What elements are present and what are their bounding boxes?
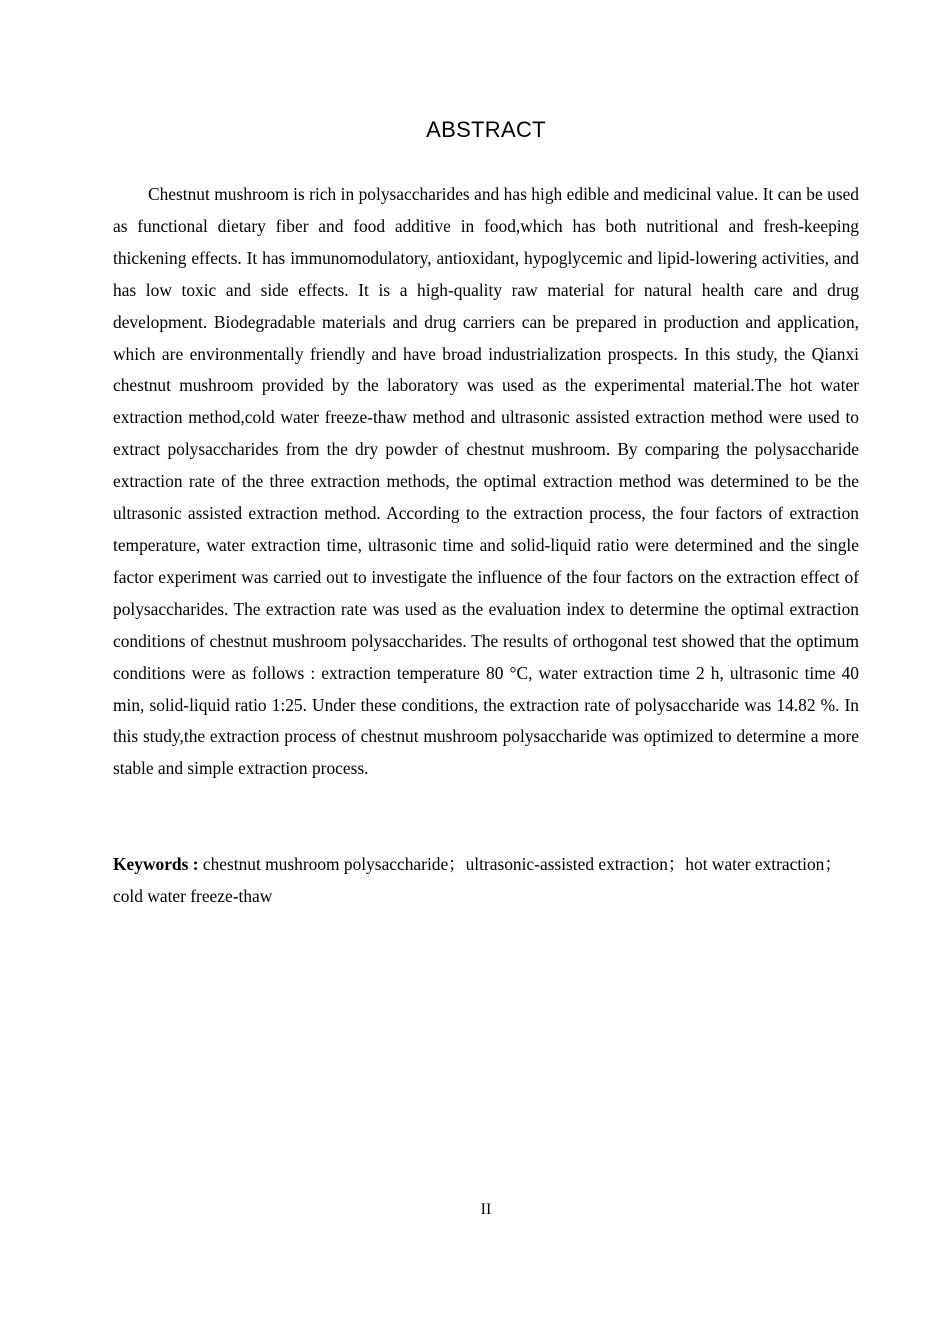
keywords-label: Keywords :	[113, 854, 199, 874]
keywords-text: chestnut mushroom polysaccharide；ultrasonic-assisted extraction；hot water extraction；cold water freeze-thaw	[113, 854, 842, 906]
abstract-paragraph: Chestnut mushroom is rich in polysaccharides and has high edible and medicinal value. It can be used as functional dietary fiber and food additive in food,which has both nutritional and fresh-keeping thickening effects. It has immunomodulatory, antioxidant, hypoglycemic and lipid-lowering activities, and has low toxic and side effects. It is a high-quality raw material for natural health care and drug development. Biodegradable materials and drug carriers can be prepared in production and application, which are environmentally friendly and have broad industrialization prospects. In this study, the Qianxi chestnut mushroom provided by the laboratory was used as the experimental material.The hot water extraction method,cold water freeze-thaw method and ultrasonic assisted extraction method were used to extract polysaccharides from the dry powder of chestnut mushroom. By comparing the polysaccharide extraction rate of the three extraction methods, the optimal extraction method was determined to be the ultrasonic assisted extraction method. According to the extraction process, the four factors of extraction temperature, water extraction time, ultrasonic time and solid-liquid ratio were determined and the single factor experiment was carried out to investigate the influence of the four factors on the extraction effect of polysaccharides. The extraction rate was used as the evaluation index to determine the optimal extraction conditions of chestnut mushroom polysaccharides. The results of orthogonal test showed that the optimum conditions were as follows : extraction temperature 80 °C, water extraction time 2 h, ultrasonic time 40 min, solid-liquid ratio 1:25. Under these conditions, the extraction rate of polysaccharide was 14.82 %. In this study,the extraction process of chestnut mushroom polysaccharide was optimized to determine a more stable and simple extraction process.	[113, 184, 859, 779]
page-title: ABSTRACT	[426, 117, 546, 142]
keywords-paragraph	[113, 849, 859, 913]
page-number: II	[480, 1201, 492, 1218]
